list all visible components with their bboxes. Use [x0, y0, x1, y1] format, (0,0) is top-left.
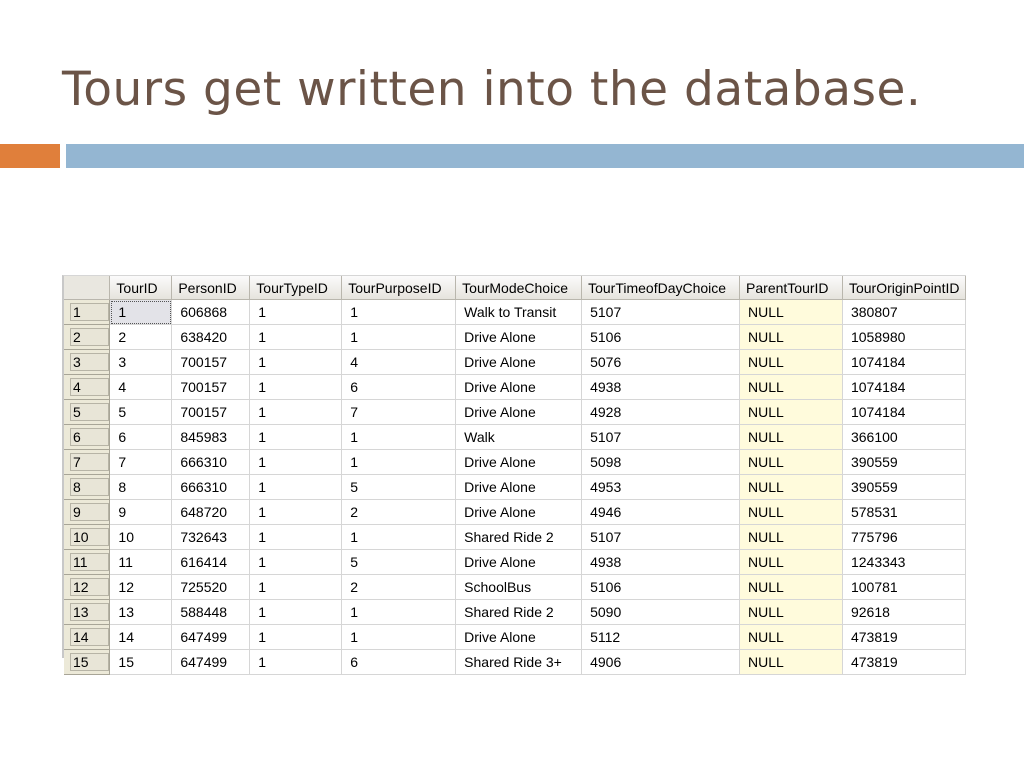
table-cell[interactable]: 4 — [342, 350, 456, 375]
row-number-label: 11 — [70, 553, 109, 571]
row-number[interactable] — [64, 575, 110, 600]
table-cell[interactable]: NULL — [740, 475, 843, 500]
table-cell[interactable]: 4953 — [582, 475, 740, 500]
table-cell[interactable]: NULL — [740, 500, 843, 525]
column-header[interactable]: TourTypeID — [250, 276, 342, 300]
row-number-label: 6 — [70, 428, 109, 446]
table-cell[interactable]: 638420 — [172, 325, 250, 350]
table-cell[interactable]: 473819 — [842, 650, 965, 675]
row-number[interactable] — [64, 550, 110, 575]
table-cell[interactable]: 5106 — [582, 325, 740, 350]
row-number-label: 2 — [70, 328, 109, 346]
table-row[interactable] — [64, 400, 966, 425]
table-row[interactable] — [64, 475, 966, 500]
table-cell[interactable]: 4928 — [582, 400, 740, 425]
table-cell[interactable]: 845983 — [172, 425, 250, 450]
table-cell[interactable]: 3 — [110, 350, 172, 375]
table-cell[interactable]: 390559 — [842, 450, 965, 475]
table-cell[interactable]: 12 — [110, 575, 172, 600]
table-cell[interactable]: 1 — [250, 400, 342, 425]
table-cell[interactable]: 8 — [110, 475, 172, 500]
table-cell[interactable]: NULL — [740, 575, 843, 600]
table-cell[interactable]: 1 — [250, 375, 342, 400]
table-cell[interactable]: Drive Alone — [456, 625, 582, 650]
table-cell[interactable]: 380807 — [842, 300, 965, 325]
row-number[interactable] — [64, 600, 110, 625]
table-cell[interactable]: 4946 — [582, 500, 740, 525]
table-cell[interactable]: NULL — [740, 350, 843, 375]
table-cell[interactable]: 1 — [250, 300, 342, 325]
table-cell[interactable]: NULL — [740, 625, 843, 650]
row-number-label: 15 — [70, 653, 109, 671]
table-cell[interactable]: 473819 — [842, 625, 965, 650]
table-cell[interactable]: 732643 — [172, 525, 250, 550]
table-cell[interactable]: 5107 — [582, 425, 740, 450]
table-cell[interactable]: 7 — [110, 450, 172, 475]
table-cell[interactable]: 1 — [250, 425, 342, 450]
table-cell[interactable]: NULL — [740, 550, 843, 575]
table-cell[interactable]: 1243343 — [842, 550, 965, 575]
table-row[interactable] — [64, 425, 966, 450]
table-cell[interactable]: 1 — [250, 600, 342, 625]
table-cell[interactable]: 1 — [250, 575, 342, 600]
table-cell[interactable]: 5112 — [582, 625, 740, 650]
table-row[interactable] — [64, 550, 966, 575]
table-row[interactable] — [64, 575, 966, 600]
row-number[interactable] — [64, 350, 110, 375]
grid-corner-cell[interactable] — [64, 276, 110, 300]
row-number[interactable] — [64, 650, 110, 675]
table-cell[interactable]: Shared Ride 2 — [456, 525, 582, 550]
table-cell[interactable]: 5 — [342, 475, 456, 500]
table-cell[interactable]: 11 — [110, 550, 172, 575]
row-number-label: 8 — [70, 478, 109, 496]
row-number[interactable] — [64, 325, 110, 350]
table-cell[interactable]: Shared Ride 3+ — [456, 650, 582, 675]
table-row[interactable] — [64, 300, 966, 325]
table-cell[interactable]: 1 — [250, 500, 342, 525]
table-cell[interactable]: Drive Alone — [456, 350, 582, 375]
table-cell[interactable]: NULL — [740, 450, 843, 475]
accent-bar-orange — [0, 144, 60, 168]
table-cell[interactable]: 666310 — [172, 475, 250, 500]
table-cell[interactable]: 700157 — [172, 375, 250, 400]
table-cell[interactable]: 1 — [342, 425, 456, 450]
table-cell[interactable]: 5107 — [582, 300, 740, 325]
table-cell[interactable]: 606868 — [172, 300, 250, 325]
row-number[interactable] — [64, 300, 110, 325]
table-cell[interactable]: 4906 — [582, 650, 740, 675]
table-cell[interactable]: 700157 — [172, 350, 250, 375]
row-number[interactable] — [64, 425, 110, 450]
table-cell[interactable]: 775796 — [842, 525, 965, 550]
row-number-label: 13 — [70, 603, 109, 621]
table-cell[interactable]: 5 — [342, 550, 456, 575]
table-cell[interactable]: 1 — [250, 625, 342, 650]
row-number-label: 14 — [70, 628, 109, 646]
table-cell[interactable]: 578531 — [842, 500, 965, 525]
column-header[interactable]: TourTimeofDayChoice — [582, 276, 740, 300]
table-row[interactable] — [64, 625, 966, 650]
table-cell[interactable]: 2 — [342, 575, 456, 600]
table-cell[interactable]: Drive Alone — [456, 475, 582, 500]
table-cell[interactable]: 6 — [342, 650, 456, 675]
table-cell[interactable]: SchoolBus — [456, 575, 582, 600]
table-row[interactable] — [64, 350, 966, 375]
table-cell[interactable]: NULL — [740, 425, 843, 450]
table-cell[interactable]: 1 — [110, 300, 172, 325]
table-cell[interactable]: 5106 — [582, 575, 740, 600]
column-header[interactable]: TourID — [110, 276, 172, 300]
table-cell[interactable]: NULL — [740, 400, 843, 425]
table-cell[interactable]: 9 — [110, 500, 172, 525]
table-cell[interactable]: 1 — [250, 475, 342, 500]
table-cell[interactable]: 1 — [342, 625, 456, 650]
row-number-label: 9 — [70, 503, 109, 521]
table-cell[interactable]: 1 — [250, 350, 342, 375]
table-cell[interactable]: 1 — [342, 600, 456, 625]
row-number[interactable] — [64, 500, 110, 525]
table-cell[interactable]: 1 — [250, 525, 342, 550]
table-cell[interactable]: 1 — [250, 325, 342, 350]
table-cell[interactable]: 5076 — [582, 350, 740, 375]
table-cell[interactable]: 5090 — [582, 600, 740, 625]
table-cell[interactable]: NULL — [740, 300, 843, 325]
table-cell[interactable]: Walk to Transit — [456, 300, 582, 325]
table-cell[interactable]: 6 — [110, 425, 172, 450]
results-grid — [62, 275, 966, 670]
table-cell[interactable]: Drive Alone — [456, 450, 582, 475]
table-cell[interactable]: 390559 — [842, 475, 965, 500]
row-number[interactable] — [64, 400, 110, 425]
table-cell[interactable]: 700157 — [172, 400, 250, 425]
row-number[interactable] — [64, 375, 110, 400]
slide-title: Tours get written into the database. — [62, 62, 922, 117]
table-cell[interactable]: 14 — [110, 625, 172, 650]
header-row — [64, 276, 966, 300]
table-cell[interactable]: 1074184 — [842, 350, 965, 375]
table-cell[interactable]: Drive Alone — [456, 325, 582, 350]
table-cell[interactable]: 1 — [250, 450, 342, 475]
column-header[interactable]: PersonID — [172, 276, 250, 300]
table-cell[interactable]: 13 — [110, 600, 172, 625]
column-header[interactable]: TourOriginPointID — [842, 276, 965, 300]
table-cell[interactable]: 4938 — [582, 375, 740, 400]
table-cell[interactable]: 588448 — [172, 600, 250, 625]
table-cell[interactable]: 1 — [342, 300, 456, 325]
table-cell[interactable]: NULL — [740, 600, 843, 625]
table-cell[interactable]: Walk — [456, 425, 582, 450]
table-cell[interactable]: 7 — [342, 400, 456, 425]
table-row[interactable] — [64, 600, 966, 625]
table-cell[interactable]: Drive Alone — [456, 550, 582, 575]
table-cell[interactable]: NULL — [740, 375, 843, 400]
table-cell[interactable]: 648720 — [172, 500, 250, 525]
table-cell[interactable]: 10 — [110, 525, 172, 550]
row-number-label: 4 — [70, 378, 109, 396]
table-cell[interactable]: 1058980 — [842, 325, 965, 350]
table-cell[interactable]: Drive Alone — [456, 400, 582, 425]
table-cell[interactable]: 4938 — [582, 550, 740, 575]
table-cell[interactable]: 6 — [342, 375, 456, 400]
column-header[interactable]: TourModeChoice — [456, 276, 582, 300]
table-cell[interactable]: 1074184 — [842, 375, 965, 400]
row-number-label: 10 — [70, 528, 109, 546]
table-cell[interactable]: 666310 — [172, 450, 250, 475]
row-number[interactable] — [64, 525, 110, 550]
table-cell[interactable]: NULL — [740, 650, 843, 675]
table-cell[interactable]: NULL — [740, 525, 843, 550]
table-cell[interactable]: Shared Ride 2 — [456, 600, 582, 625]
table-cell[interactable]: 15 — [110, 650, 172, 675]
table-cell[interactable]: 5 — [110, 400, 172, 425]
row-number-label: 3 — [70, 353, 109, 371]
table-cell[interactable]: 5107 — [582, 525, 740, 550]
row-number-label: 5 — [70, 403, 109, 421]
table-row[interactable] — [64, 375, 966, 400]
table-row[interactable] — [64, 650, 966, 675]
table-cell[interactable]: 4 — [110, 375, 172, 400]
table-cell[interactable]: 2 — [110, 325, 172, 350]
table-cell[interactable]: 725520 — [172, 575, 250, 600]
table-cell[interactable]: 1 — [342, 450, 456, 475]
table-cell[interactable]: 1 — [250, 550, 342, 575]
column-header[interactable]: ParentTourID — [740, 276, 843, 300]
table-cell[interactable]: 92618 — [842, 600, 965, 625]
row-number[interactable] — [64, 475, 110, 500]
table-cell[interactable]: NULL — [740, 325, 843, 350]
table-row[interactable] — [64, 500, 966, 525]
row-number-label: 7 — [70, 453, 109, 471]
table-cell[interactable]: 2 — [342, 500, 456, 525]
row-number[interactable] — [64, 625, 110, 650]
table-row[interactable] — [64, 450, 966, 475]
table-cell[interactable]: 5098 — [582, 450, 740, 475]
table-cell[interactable]: 1 — [342, 325, 456, 350]
table-cell[interactable]: 1074184 — [842, 400, 965, 425]
table-cell[interactable]: Drive Alone — [456, 500, 582, 525]
table-cell[interactable]: 1 — [250, 650, 342, 675]
table-cell[interactable]: 1 — [342, 525, 456, 550]
table-cell[interactable]: 100781 — [842, 575, 965, 600]
results-table — [64, 276, 966, 675]
table-row[interactable] — [64, 325, 966, 350]
table-cell[interactable]: 647499 — [172, 650, 250, 675]
row-number[interactable] — [64, 450, 110, 475]
row-number-label: 1 — [70, 303, 109, 321]
accent-bar-blue — [66, 144, 1024, 168]
table-row[interactable] — [64, 525, 966, 550]
table-cell[interactable]: Drive Alone — [456, 375, 582, 400]
table-cell[interactable]: 647499 — [172, 625, 250, 650]
table-cell[interactable]: 616414 — [172, 550, 250, 575]
row-number-label: 12 — [70, 578, 109, 596]
column-header[interactable]: TourPurposeID — [342, 276, 456, 300]
table-cell[interactable]: 366100 — [842, 425, 965, 450]
